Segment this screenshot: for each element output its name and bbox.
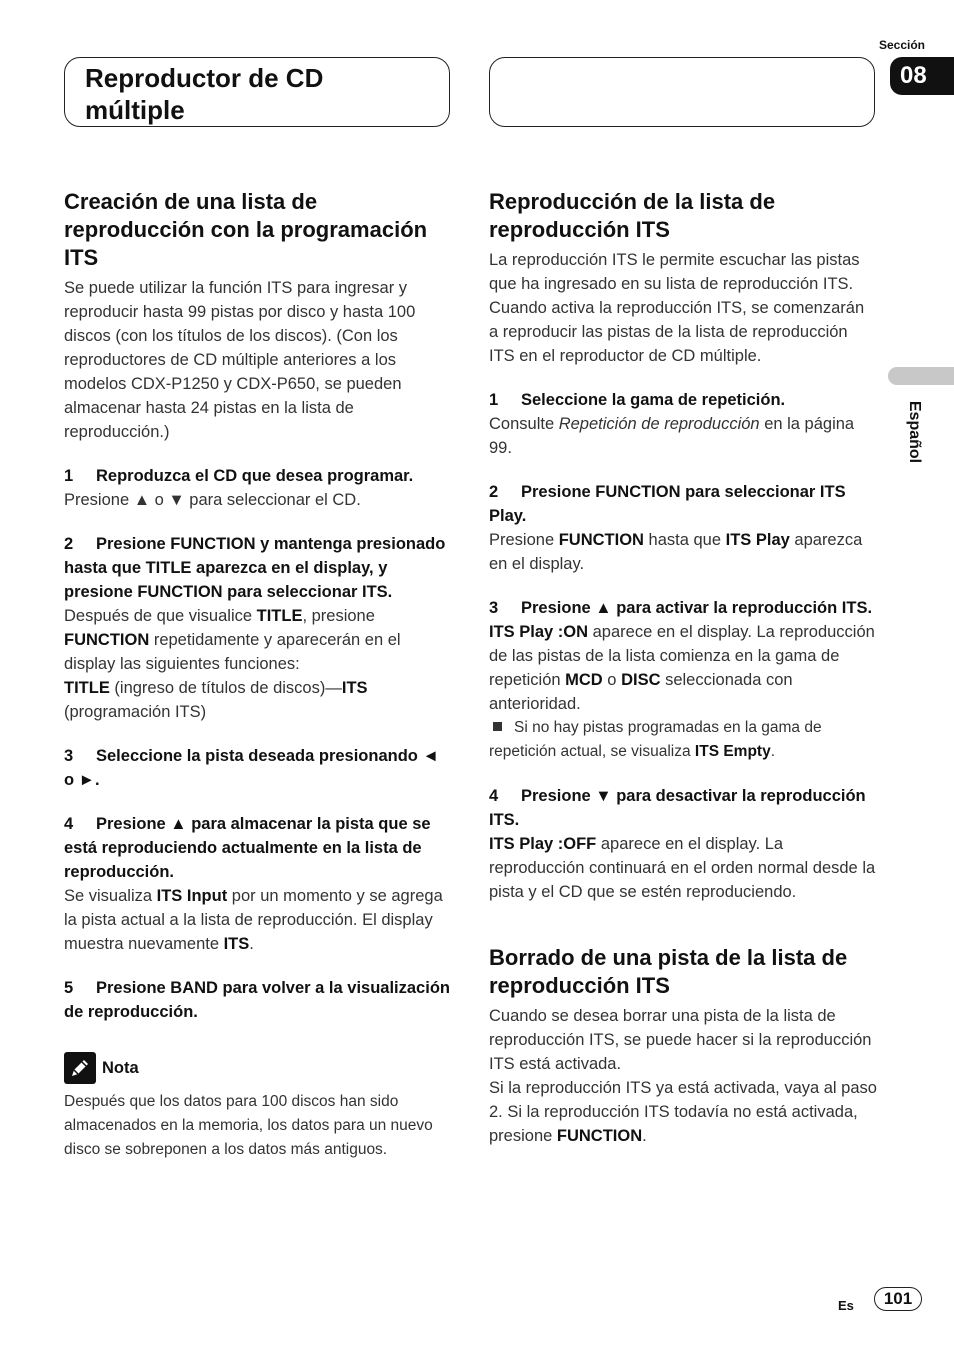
text: Si no hay pistas programadas en la gama de repetición actual, se visualiza [489,719,822,760]
chapter-title [85,62,323,126]
chapter-header-box [64,57,450,127]
step-body [64,604,452,724]
button-name: FUNCTION [558,531,644,549]
step-1 [64,464,452,488]
step-title: Presione ▲ para almacenar la pista que se está reproduciendo actualmente en la lista de reproducción. [64,815,431,881]
step-number: 2 [64,535,74,553]
text: Consulte [489,415,559,433]
text: Después de que visualice [64,607,257,625]
step-number: 5 [64,979,74,997]
step-body [489,620,877,716]
page-language-code: Es [838,1298,854,1313]
page-number: 101 [874,1287,922,1311]
intro-paragraph: Se puede utilizar la función ITS para ingresar y reproducir hasta 99 pistas por disco y hasta 100 discos (con los títulos de los discos). (Con los reproductores de CD múltiple anteriores a los modelos CDX-P1250 y CDX-P650, se pueden almacenar hasta 24 pistas en la lista de reproducción.) [64,279,416,441]
text: en la página 99. [489,415,855,457]
paragraph: Cuando se desea borrar una pista de la lista de reproducción ITS, se puede hacer si la reproducción ITS está activada. [489,1007,872,1073]
note-header [64,1052,452,1084]
display-text: ITS Play :ON [489,623,589,641]
step-title: Presione BAND para volver a la visualización de reproducción. [64,979,450,1021]
display-text: ITS Play :OFF [489,835,597,853]
language-tab [888,367,954,385]
bullet-note [489,716,877,764]
step-number: 3 [489,599,499,617]
button-name: FUNCTION [64,631,150,649]
display-text: ITS [223,935,250,953]
button-name: FUNCTION [556,1127,643,1145]
step-body [64,884,452,956]
step-2 [64,532,452,604]
note-title: Nota [102,1058,139,1077]
text: aparece en el display. La reproducción de las pistas de la lista comienza en la gama de repetición [489,623,875,689]
step-body [489,412,877,460]
display-text: MCD [565,671,603,689]
step-body: Presione ▲ o ▼ para seleccionar el CD. [64,491,361,509]
section-label: Sección [878,38,926,52]
paragraph [489,1076,877,1148]
header-empty-box [489,57,875,127]
section-heading-its-playback: Reproducción de la lista de reproducción ITS [489,189,776,242]
text: Presione [489,531,559,549]
step-body [489,832,877,904]
cross-reference: Repetición de reproducción [558,415,760,433]
display-text: ITS Play [725,531,790,549]
text: Se visualiza [64,887,157,905]
step-number: 2 [489,483,499,501]
step-title: Presione FUNCTION para seleccionar ITS Play. [489,483,846,525]
step-title: Presione ▲ para activar la reproducción ITS. [521,599,873,617]
display-text: ITS Input [156,887,228,905]
step-number: 1 [64,467,74,485]
step-4 [489,784,877,832]
step-title: Seleccione la pista deseada presionando ◄ o ►. [64,747,439,789]
language-label: Español [906,400,923,464]
text: Si la reproducción ITS ya está activada, vaya al paso 2. Si la reproducción ITS todavía no está activada, presione [489,1079,877,1145]
display-text: DISC [621,671,661,689]
step-title: Presione ▼ para desactivar la reproducción ITS. [489,787,866,829]
text: (ingreso de títulos de discos)— [109,679,342,697]
step-3 [64,744,452,792]
text: . [770,743,776,760]
section-heading-its-programming: Creación de una lista de reproducción con la programación ITS [64,189,428,270]
display-text: TITLE [64,679,110,697]
text: repetidamente y aparecerán en el display las siguientes funciones: [64,631,401,673]
step-3 [489,596,877,620]
step-5 [64,976,452,1024]
step-number: 3 [64,747,74,765]
step-4 [64,812,452,884]
text: , presione [302,607,375,625]
right-column [489,188,877,1148]
section-badge: 08 [890,57,954,95]
step-number: 1 [489,391,499,409]
step-title: Reproduzca el CD que desea programar. [96,467,414,485]
step-number: 4 [489,787,499,805]
left-column [64,188,452,1162]
note-text: Después que los datos para 100 discos han sido almacenados en la memoria, los datos para un nuevo disco se sobreponen a los datos más antiguos. [64,1093,433,1158]
display-text: ITS [341,679,368,697]
bullet-square-icon [493,722,502,731]
step-2 [489,480,877,528]
text: seleccionada con anterioridad. [489,671,793,713]
step-body [489,528,877,576]
chapter-title-line1: Reproductor de CD [85,63,324,93]
display-text: TITLE [256,607,303,625]
section-heading-delete-track: Borrado de una pista de la lista de reproducción ITS [489,945,848,998]
text: aparece en el display. La reproducción continuará en el orden normal desde la pista y el CD que se estén reproduciendo. [489,835,876,901]
text: aparezca en el display. [489,531,863,573]
pencil-note-icon [64,1052,96,1084]
intro-paragraph: La reproducción ITS le permite escuchar las pistas que ha ingresado en su lista de reproducción ITS. Cuando activa la reproducción ITS, se comenzarán a reproducir las pistas de la lista de reproducción ITS en el reproductor de CD múltiple. [489,251,865,365]
display-text: ITS Empty [694,743,771,760]
step-title: Presione FUNCTION y mantenga presionado hasta que TITLE aparezca en el display, y presione FUNCTION para seleccionar ITS. [64,535,446,601]
text: . [249,935,254,953]
text: o [602,671,622,689]
text: por un momento y se agrega la pista actual a la lista de reproducción. El display muestra nuevamente [64,887,443,953]
step-number: 4 [64,815,74,833]
text: hasta que [643,531,726,549]
chapter-title-line2: múltiple [85,95,185,125]
text: . [642,1127,647,1145]
text: (programación ITS) [64,703,207,721]
step-1 [489,388,877,412]
step-title: Seleccione la gama de repetición. [521,391,786,409]
